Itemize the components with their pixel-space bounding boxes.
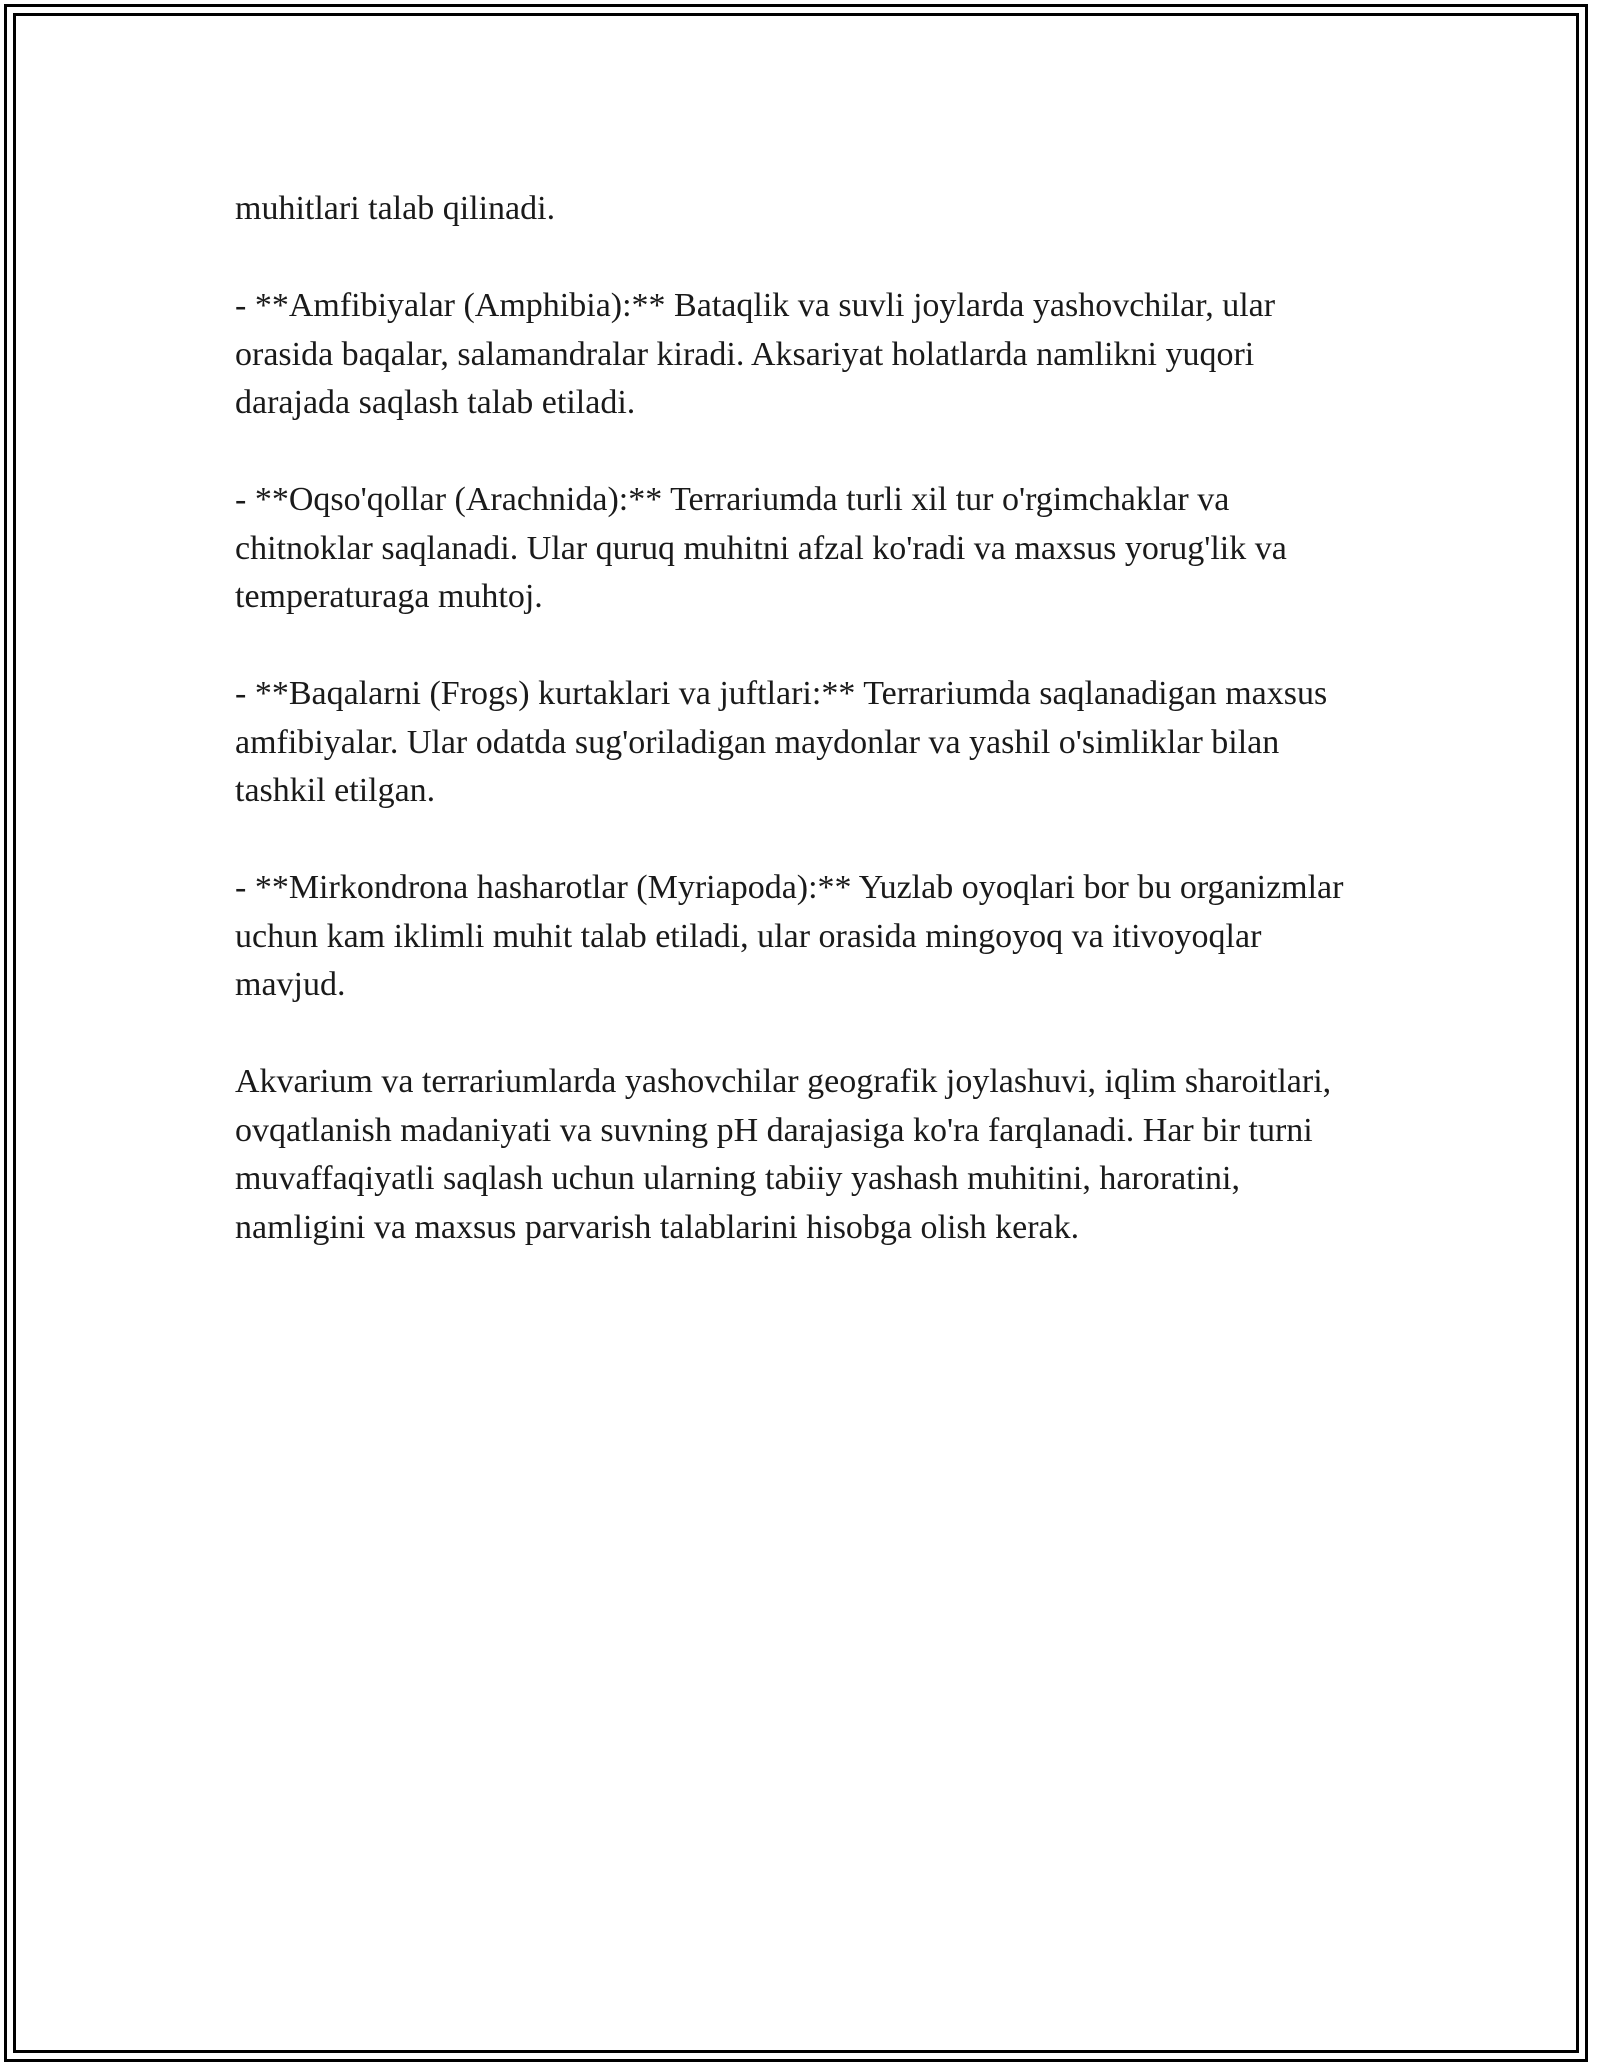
paragraph-continuation: muhitlari talab qilinadi. <box>235 190 556 227</box>
list-item-myriapoda: - **Mirkondrona hasharotlar (Myriapoda):** Yuzlab oyoqlari bor bu organizmlar uchun kam iklimli muhit talab etiladi, ular orasida mingoyoq va itivoyoqlar mavjud. <box>235 869 1344 1003</box>
paragraph-conclusion: Akvarium va terrariumlarda yashovchilar geografik joylashuvi, iqlim sharoitlari, ovqatlanish madaniyati va suvning pH darajasiga ko'ra farqlanadi. Har bir turni muvaffaqiyatli saqlash uchun ularning tabiiy yashash muhitini, haroratini, namligini va maxsus parvarish talablarini hisobga olish kerak. <box>235 1063 1332 1246</box>
list-item-amphibia: - **Amfibiyalar (Amphibia):** Bataqlik va suvli joylarda yashovchilar, ular orasida baqalar, salamandralar kiradi. Aksariyat holatlarda namlikni yuqori darajada saqlash talab etiladi. <box>235 287 1276 421</box>
list-item-arachnida: - **Oqso'qollar (Arachnida):** Terrariumda turli xil tur o'rgimchaklar va chitnoklar saqlanadi. Ular quruq muhitni afzal ko'radi va maxsus yorug'lik va temperaturaga muhtoj. <box>235 481 1287 615</box>
page-body <box>235 185 1365 1301</box>
list-item-frogs: - **Baqalarni (Frogs) kurtaklari va juftlari:** Terrariumda saqlanadigan maxsus amfibiyalar. Ular odatda sug'oriladigan maydonlar va yashil o'simliklar bilan tashkil etilgan. <box>235 675 1328 809</box>
